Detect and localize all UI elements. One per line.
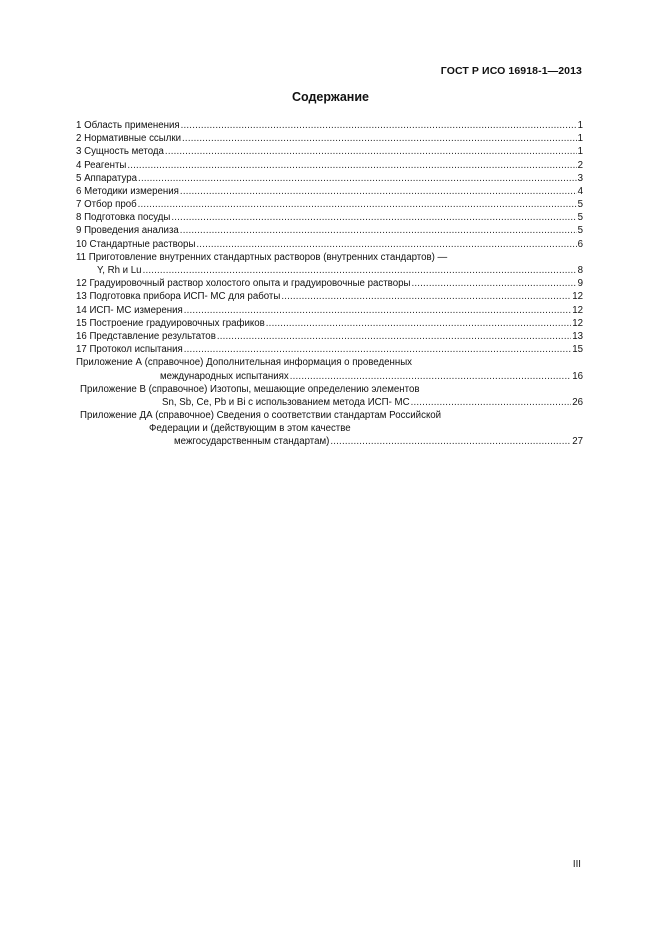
toc-entry[interactable]: 3 Сущность метода ..... 1 (76, 145, 583, 158)
appendix-entry[interactable]: Приложение А (справочное) Дополнительная информация о проведенных международных испытаниях ..... 16 (76, 356, 583, 382)
appendix-entry[interactable]: Приложение ДА (справочное) Сведения о соответствии стандартам Российской Федерации и (действующим в этом качестве межгосударственным стандартам) ..... 27 (76, 409, 583, 449)
dot-leader (171, 211, 576, 224)
toc-title: Содержание (291, 90, 369, 104)
dot-leader (281, 290, 571, 303)
toc-entry[interactable]: 8 Подготовка посуды ..... 5 (76, 211, 583, 224)
appendix-entry[interactable]: Приложение В (справочное) Изотопы, мешающие определению элементов Sn, Sb, Ce, Pb и Bi с использованием метода ИСП- МС ..... 26 (76, 383, 583, 409)
dot-leader (330, 435, 571, 448)
dot-leader (180, 224, 577, 237)
dot-leader (196, 238, 576, 251)
toc-entry[interactable]: 17 Протокол испытания ..... 15 (76, 343, 583, 356)
dot-leader (138, 198, 577, 211)
toc-entry[interactable]: 14 ИСП- МС измерения ..... 12 (76, 304, 583, 317)
toc-entry[interactable]: 7 Отбор проб ..... 5 (76, 198, 583, 211)
toc-entry[interactable]: 12 Градуировочный раствор холостого опыта и градуировочные растворы ..... 9 (76, 277, 583, 290)
toc-entry[interactable]: 4 Реагенты ..... 2 (76, 159, 583, 172)
dot-leader (180, 185, 577, 198)
dot-leader (217, 330, 571, 343)
toc-entry[interactable]: 13 Подготовка прибора ИСП- МС для работы ..... 12 (76, 290, 583, 303)
dot-leader (182, 132, 577, 145)
dot-leader (165, 145, 577, 158)
dot-leader (138, 172, 577, 185)
dot-leader (184, 304, 571, 317)
toc-entry[interactable]: 5 Аппаратура ..... 3 (76, 172, 583, 185)
dot-leader (127, 159, 576, 172)
dot-leader (266, 317, 571, 330)
toc-entry[interactable]: 15 Построение градуировочных графиков ..... 12 (76, 317, 583, 330)
table-of-contents (76, 119, 583, 449)
page-number: III (572, 859, 581, 870)
dot-leader (181, 119, 577, 132)
dot-leader (184, 343, 571, 356)
toc-entry[interactable]: 11 Приготовление внутренних стандартных растворов (внутренних стандартов) — Y, Rh и Lu ..... 8 (76, 251, 583, 277)
toc-entry[interactable]: 10 Стандартные растворы ..... 6 (76, 238, 583, 251)
document-code: ГОСТ Р ИСО 16918-1—2013 (440, 65, 582, 77)
toc-entry[interactable]: 9 Проведения анализа ..... 5 (76, 225, 583, 238)
toc-entry[interactable]: 6 Методики измерения ..... 4 (76, 185, 583, 198)
dot-leader (143, 264, 577, 277)
dot-leader (411, 396, 572, 409)
toc-entry[interactable]: 16 Представление результатов ..... 13 (76, 330, 583, 343)
toc-entry[interactable]: 2 Нормативные ссылки ..... 1 (76, 132, 583, 145)
toc-entry[interactable]: 1 Область применения ..... 1 (76, 119, 583, 132)
dot-leader (290, 370, 571, 383)
dot-leader (411, 277, 576, 290)
